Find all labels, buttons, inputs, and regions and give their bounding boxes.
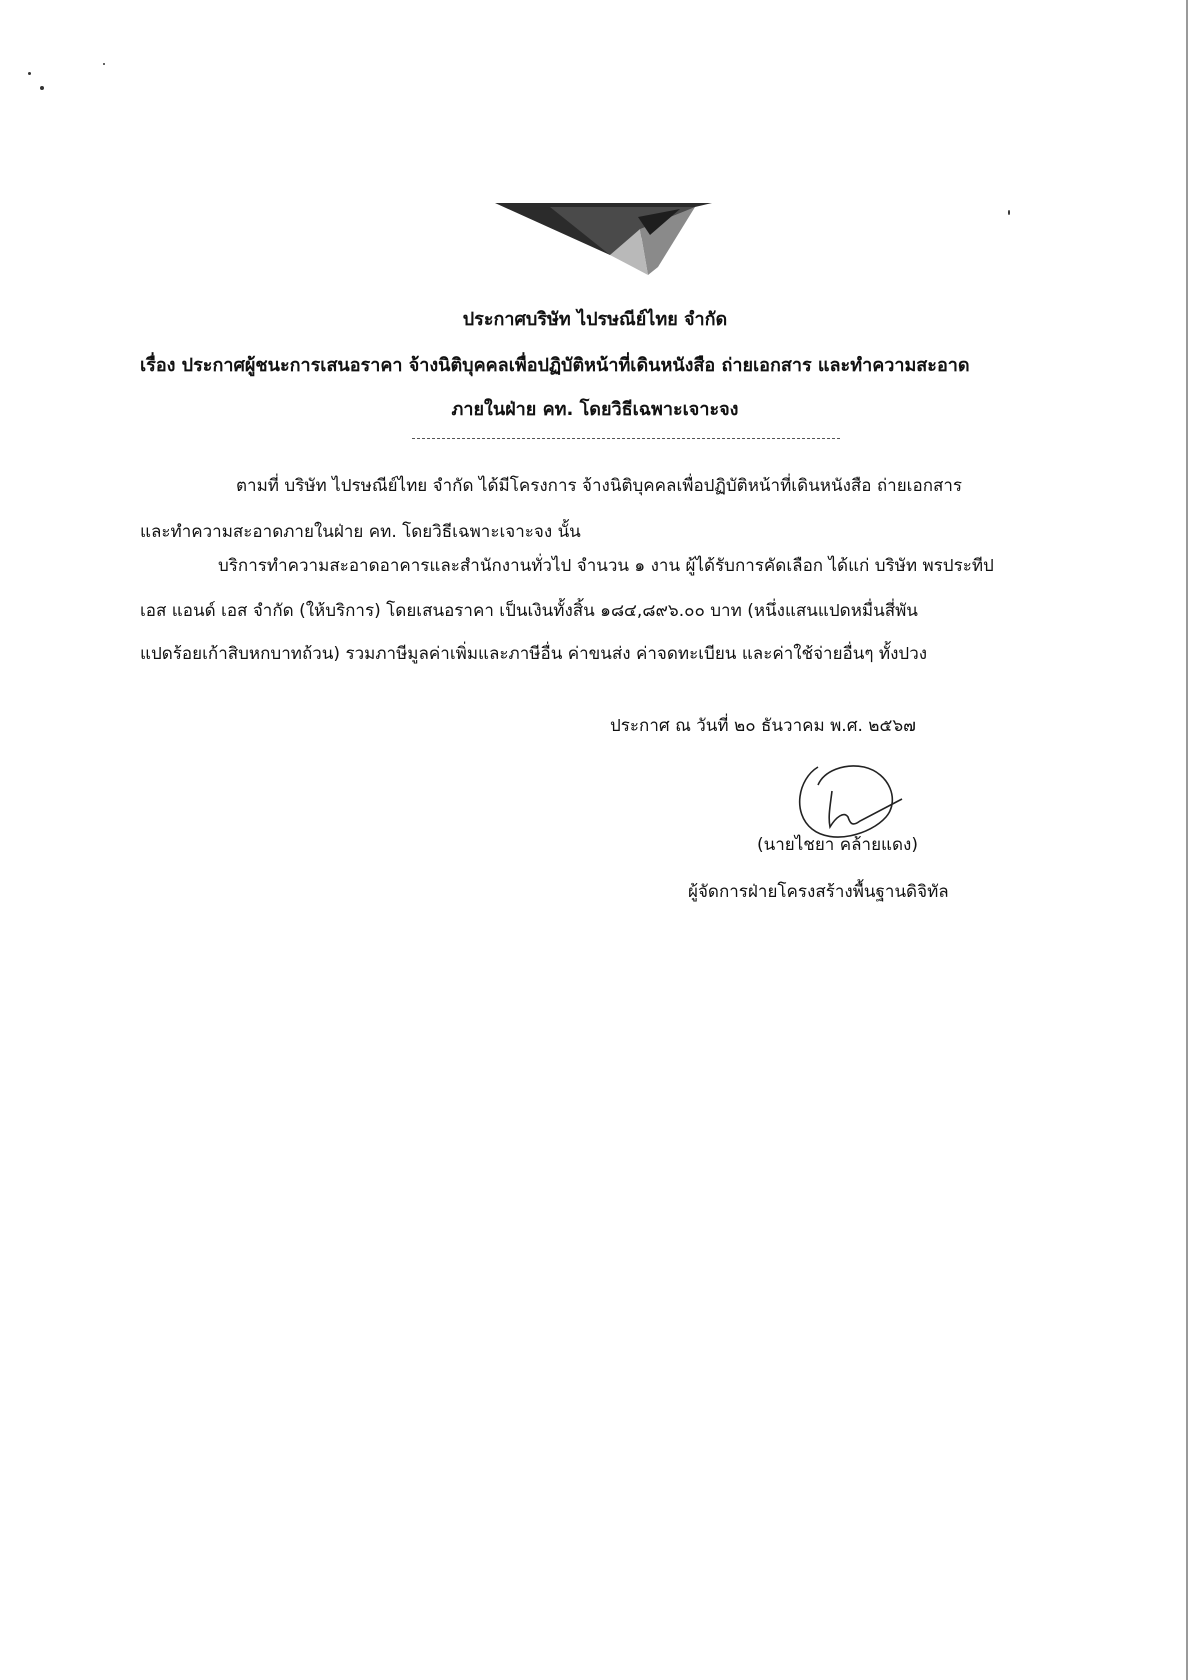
paragraph-2-line-2: เอส แอนด์ เอส จำกัด (ให้บริการ) โดยเสนอราคา เป็นเงินทั้งสิ้น ๑๘๔,๘๙๖.๐๐ บาท (หนึ่งแสนแปดหมื่นสี่พัน	[140, 601, 918, 621]
scan-speck	[28, 72, 31, 75]
scan-edge	[1186, 0, 1188, 1680]
announcement-date: ประกาศ ณ วันที่ ๒๐ ธันวาคม พ.ศ. ๒๕๖๗	[610, 716, 916, 736]
announcement-title: ประกาศบริษัท ไปรษณีย์ไทย จำกัด	[462, 309, 728, 330]
paragraph-1-line-1: ตามที่ บริษัท ไปรษณีย์ไทย จำกัด ได้มีโครงการ จ้างนิติบุคคลเพื่อปฏิบัติหน้าที่เดินหนังสือ ถ่ายเอกสาร	[236, 476, 963, 496]
divider	[412, 438, 840, 439]
signer-name: (นายไชยา คล้ายแดง)	[757, 835, 918, 855]
announcement-subject: เรื่อง ประกาศผู้ชนะการเสนอราคา จ้างนิติบุคคลเพื่อปฏิบัติหน้าที่เดินหนังสือ ถ่ายเอกสาร และทำความสะอาด	[140, 355, 970, 376]
scan-speck	[40, 86, 44, 90]
scan-speck	[103, 63, 105, 65]
paragraph-2-line-3: แปดร้อยเก้าสิบหกบาทถ้วน) รวมภาษีมูลค่าเพิ่มและภาษีอื่น ค่าขนส่ง ค่าจดทะเบียน และค่าใช้จ่ายอื่นๆ ทั้งปวง	[140, 644, 928, 664]
scan-speck	[1008, 210, 1010, 215]
paragraph-2-line-1: บริการทำความสะอาดอาคารและสำนักงานทั่วไป จำนวน ๑ งาน ผู้ได้รับการคัดเลือก ได้แก่ บริษัท พรประทีป	[218, 556, 994, 576]
thailand-post-logo-icon	[490, 195, 720, 285]
paragraph-1-line-2: และทำความสะอาดภายในฝ่าย คท. โดยวิธีเฉพาะเจาะจง นั้น	[140, 522, 581, 542]
signer-title: ผู้จัดการฝ่ายโครงสร้างพื้นฐานดิจิทัล	[688, 882, 949, 902]
announcement-subject-continued: ภายในฝ่าย คท. โดยวิธีเฉพาะเจาะจง	[451, 399, 739, 420]
